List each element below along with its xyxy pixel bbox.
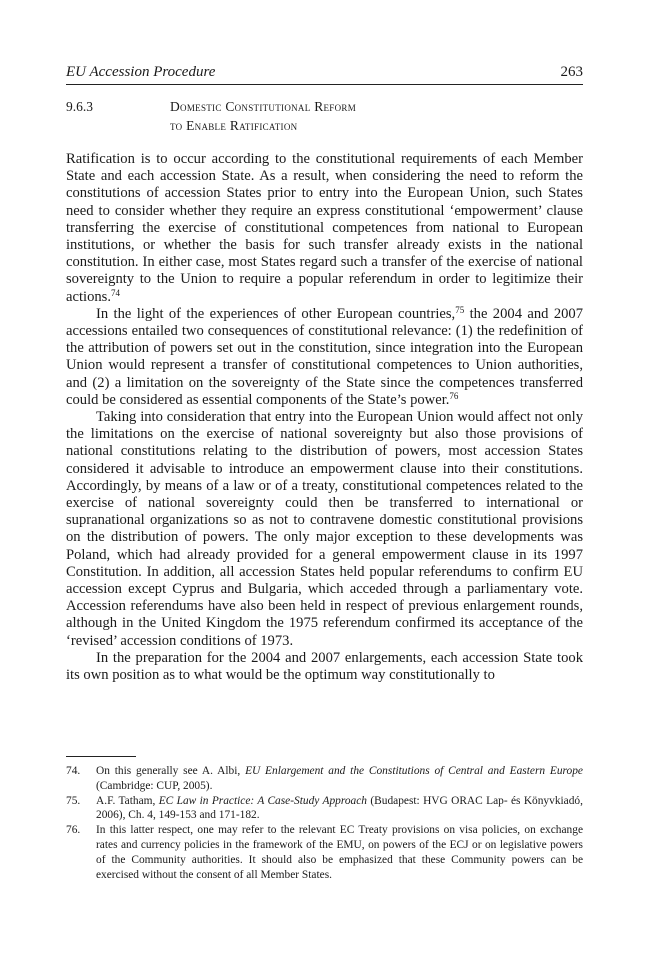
footnote-text: A.F. Tatham, EC Law in Practice: A Case-Study Approach (Budapest: HVG ORAC Lap- és Könyvkiadó, 2006), Ch. 4, 149-153 and 171-182. xyxy=(96,794,583,822)
paragraph: In the light of the experiences of other European countries,$^{75}$ the 2004 and 2007 accessions entailed two consequences of constitutional relevance: (1) the redefinition of the attribution of powers set out in the constitution, since integration into the European Union would represent a transfer of constitutional competences to Union authorities, and (2) a limitation on the sovereignty of the State since the competences transferred could be considered as essential components of the State’s power.$^{76}$ xyxy=(66,304,584,408)
footnote-text: In this latter respect, one may refer to the relevant EC Treaty provisions on visa policies, on exchange rates and currency policies in the framework of the EMU, on powers of the ECJ or on legislative powers of the Community authorities. It should also be emphasized that these Community powers can be exercised without the consent of all Member States. xyxy=(96,824,583,881)
section-title: Domestic Constitutional Reform to Enable Ratification xyxy=(170,99,357,133)
footnote xyxy=(66,764,583,794)
footnote-ref[interactable]: 74 xyxy=(111,287,120,298)
footnote-ref[interactable]: 75 xyxy=(455,304,465,315)
footnote-number: 76. xyxy=(66,824,81,837)
section-number: 9.6.3 xyxy=(66,99,93,114)
footnote-number: 74. xyxy=(66,765,81,777)
running-title: EU Accession Procedure xyxy=(66,64,216,80)
body-text xyxy=(66,151,583,684)
page-number: 263 xyxy=(560,64,583,80)
footnote-text: On this generally see A. Albi, EU Enlargement and the Constitutions of Central and Eastern Europe (Cambridge: CUP, 2005). xyxy=(96,765,583,792)
footnotes xyxy=(66,764,583,882)
running-header xyxy=(66,63,583,85)
footnote xyxy=(66,794,583,824)
footnote-number: 75. xyxy=(66,794,81,807)
footnote-ref[interactable]: 76 xyxy=(449,390,459,401)
footnote xyxy=(66,823,583,882)
paragraph: Taking into consideration that entry into the European Union would affect not only the limitations on the exercise of national sovereignty but also those provisions of national constitutions relating to the distribution of powers, most accession States considered it advisable to introduce an empowerment clause into their constitutions. Accordingly, by means of a law or of a treaty, constitutional competences related to the exercise of national sovereignty could then be transferred to international or supranational organizations so as not to contravene domestic constitutional provisions on the distribution of powers. The only major exception to these developments was Poland, which had already provided for a general empowerment clause in its 1997 Constitution. In addition, all accession States held popular referendums to confirm EU accession except Cyprus and Bulgaria, which acceded through a parliamentary vote. Accession referendums have also been held in respect of previous enlargement rounds, although in the United Kingdom the 1975 referendum confirmed its acceptance of the ‘revised’ accession conditions of 1973. xyxy=(66,409,583,649)
footnote-divider xyxy=(66,756,136,757)
paragraph: Ratification is to occur according to the constitutional requirements of each Member State and each accession State. As a result, when considering the need to reform the constitutions of accession States prior to entry into the European Union, such States need to consider whether they require an express constitutional ‘empowerment’ clause transferring the exercise of constitutional competences from national to European institutions, or whether the basis for such transfer already exists in the national constitution. In either case, most States regard such a transfer of the exercise of national sovereignty to the Union to require a popular referendum in order to legitimize their actions.$^{74}$ xyxy=(66,151,583,305)
section-heading xyxy=(66,97,583,135)
paragraph: In the preparation for the 2004 and 2007 enlargements, each accession State took its own position as to what would be the optimum way constitutionally to xyxy=(66,649,583,684)
